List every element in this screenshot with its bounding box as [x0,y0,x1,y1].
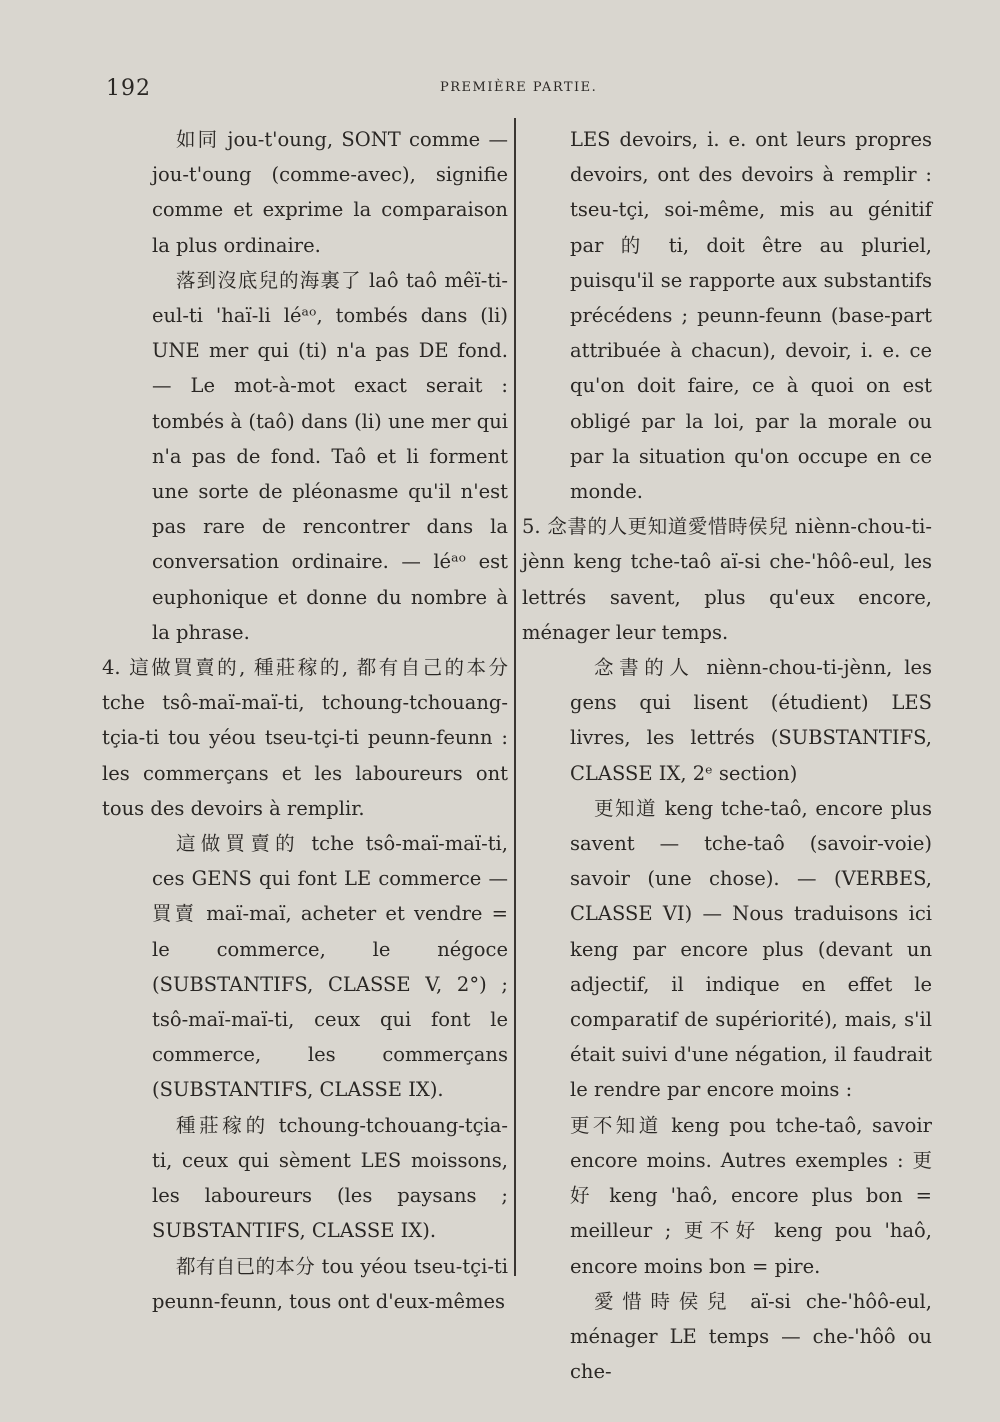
paragraph: 種莊稼的 tchoung-tchouang-tçia-ti, ceux qui sèment LES moissons, les laboureurs (les paysans ; SUBSTANTIFS, CLASSE IX). [152,1113,508,1243]
paragraph: 這做買賣的 tche tsô-maï-maï-ti, ces GENS qui font LE commerce — 買賣 maï-maï, acheter et vendre = le commerce, le négoce (SUBSTANTIFS, CLASSE V, 2°) ; tsô-maï-maï-ti, ceux qui font le commerce, les commerçans (SUBSTANTIFS, CLASSE IX). [152,832,508,1102]
paragraph: 更不知道 keng pou tche-taô, savoir encore moins. Autres exemples : 更好 keng 'haô, encore plus bon = meilleur ; 更不好 keng pou 'haô, encore moins bon = pire. [570,1113,932,1278]
running-title: PREMIÈRE PARTIE. [440,80,598,95]
paragraph: 都有自已的本分 tou yéou tseu-tçi-ti peunn-feunn, tous ont d'eux-mêmes [152,1254,508,1313]
paragraph: 如同 jou-t'oung, SONT comme — jou-t'oung (comme-avec), signifie comme et exprime la comparaison la plus ordinaire. [152,128,508,257]
paragraph: 5. 念書的人更知道愛惜時侯兒 niènn-chou-ti-jènn keng tche-taô aï-si che-'hôô-eul, les lettrés savent, plus qu'eux encore, ménager leur temps. [522,515,932,644]
paragraph: LES devoirs, i. e. ont leurs propres devoirs, ont des devoirs à remplir : tseu-tçi, soi-même, mis au génitif par 的 ti, doit être au pluriel, puisqu'il se rapporte aux substantifs précédens ; peunn-feunn (base-part attribuée à chacun), devoir, i. e. ce qu'on doit faire, ce à quoi on est obligé par la loi, par la morale ou par la situation qu'on occupe en ce monde. [570,128,932,504]
page-number: 192 [106,76,151,101]
paragraph: 4. 這做買賣的, 種莊稼的, 都有自己的本分 tche tsô-maï-maï-ti, tchoung-tchouang-tçia-ti tou yéou tseu-tçi-ti peunn-feunn : les commerçans et les laboureurs ont tous des devoirs à remplir. [102,656,508,820]
paragraph: 更知道 keng tche-taô, encore plus savent — tche-taô (savoir-voie) savoir (une chose). — (VERBES, CLASSE VI) — Nous traduisons ici keng par encore plus (devant un adjectif, il indique en effet le comparatif de supériorité), mais, s'il était suivi d'une négation, il faudrait le rendre par encore moins : [570,796,932,1102]
left-column [102,122,508,1319]
paragraph: 愛惜時侯兒 aï-si che-'hôô-eul, ménager LE temps — che-'hôô ou che- [570,1289,932,1384]
paragraph: 落到沒底兒的海裏了 laô taô mêï-ti-eul-ti 'haï-li léᵃᵒ, tombés dans (li) UNE mer qui (ti) n'a pas DE fond. — Le mot-à-mot exact serait : tombés à (taô) dans (li) une mer qui n'a pas de fond. Taô et li forment une sorte de pléonasme qu'il n'est pas rare de rencontrer dans la conversation ordinaire. — léᵃᵒ est euphonique et donne du nombre à la phrase. [152,268,508,644]
paragraph: 念書的人 niènn-chou-ti-jènn, les gens qui lisent (étudient) LES livres, les lettrés (SUBSTANTIFS, CLASSE IX, 2ᵉ section) [570,656,932,785]
right-column [522,122,932,1389]
column-rule [514,118,516,1276]
